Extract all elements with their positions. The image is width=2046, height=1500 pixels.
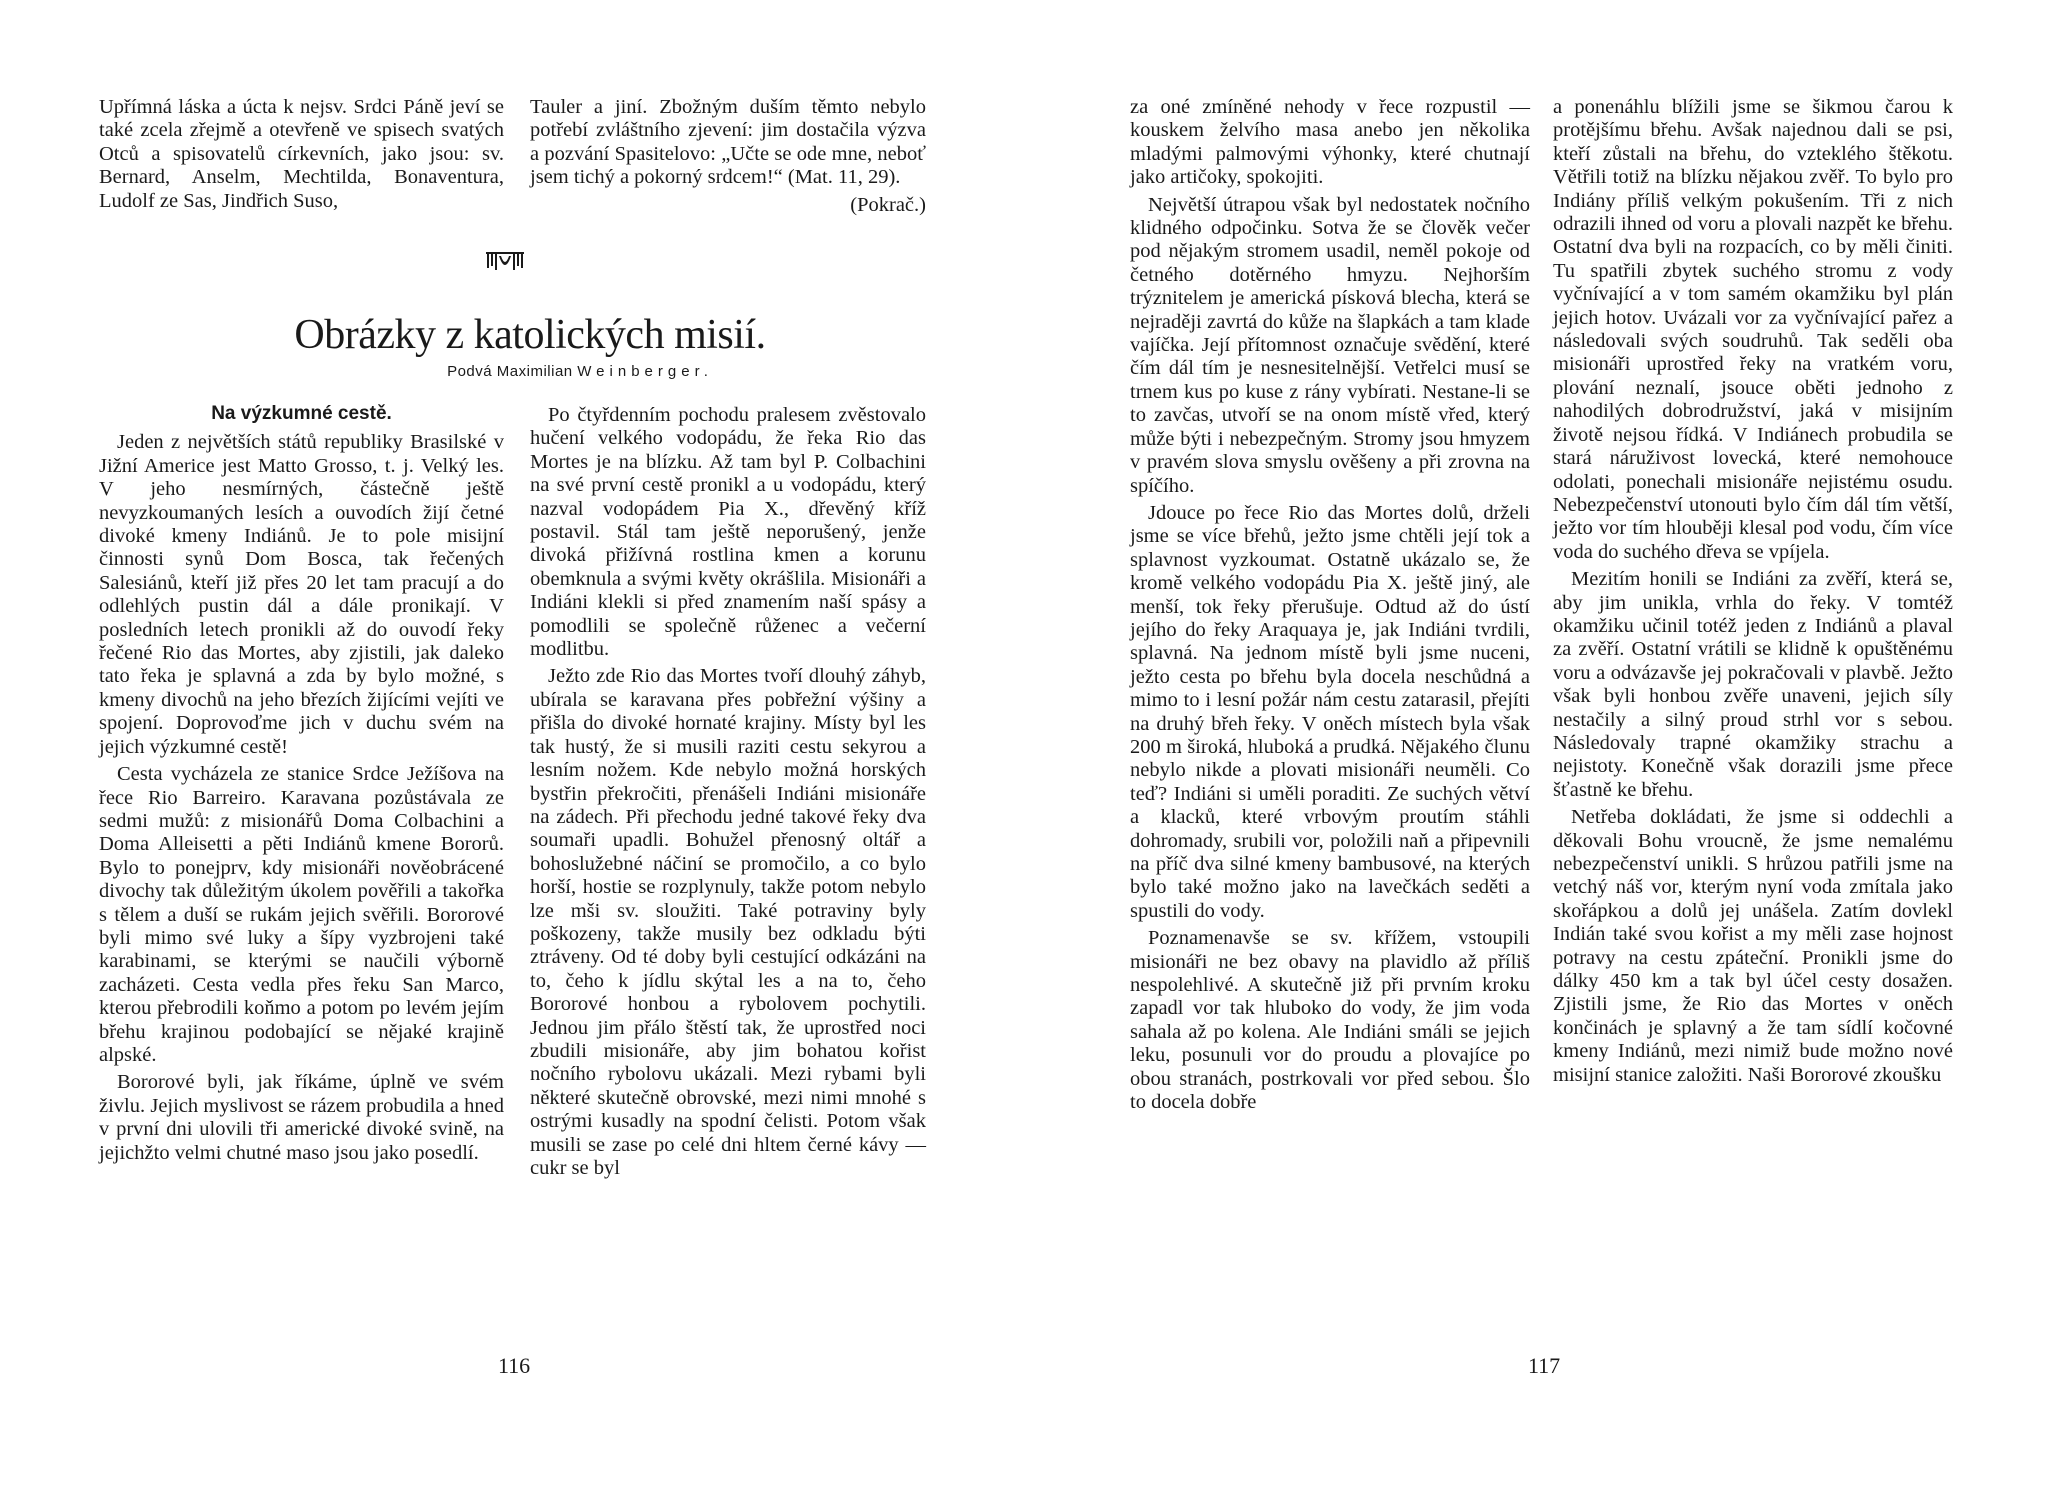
paragraph: Ježto zde Rio das Mortes tvoří dlouhý záhyb, ubírala se karavana přes pobřežní výšiny a přišla do divoké hornaté krajiny. Místy byl les tak hustý, že si musili raziti cestu sekyrou a lesním nožem. Kde nebylo možná horských bystřin překročiti, přenášeli Indiáni misionáře na zádech. Při přechodu jedné takové řeky dva soumaři upadli. Bohužel přenosný oltář a bohoslužebné náčiní se promočilo, a co bylo horší, hostie se rozplynuly, takže potom nebylo lze mši sv. sloužiti. Také potraviny byly poškozeny, takže musily bez odkladu býti ztráveny. Od té doby byli cestující odkázáni na to, čeho k jídlu skýtal les a na to, čeho Bororové honbou a rybolovem pochytili. Jednou jim přálo štěstí tak, že uprostřed noci zbudili misionáře, aby jim bohatou kořist nočního rybolovu ukázali. Mezi rybami byli některé skutečně obrovské, mezi nimi mnohé s ostrými kusadly na spodní čelisti. Potom však musili se zase po celé dni hltem černé kávy — cukr se byl <box>530 665 926 1179</box>
paragraph: Poznamenavše se sv. křížem, vstoupili misionáři ne bez obavy na plavidlo až příliš nespolehlivé. A skutečně již při prvním kroku zapadl vor tak hluboko do vody, že jim voda sahala až po kolena. Ale Indiáni smáli se jejich leku, posunuli vor do proudu a plovajíce po obou stranách, postrkovali vor před sebou. Šlo to docela dobře <box>1130 927 1530 1114</box>
paragraph: Cesta vycházela ze stanice Srdce Ježíšova na řece Rio Barreiro. Karavana pozůstávala ze sedmi mužů: z misionářů Doma Colbachini a Doma Alleisetti a pěti Indiánů kmene Bororů. Bylo to ponejprv, kdy misionáři nověobrácené divochy tak důležitým úkolem pověřili a takořka s tělem a duší se rukám jejich svěřili. Bororové byli mimo své luky a šípy vyzbrojeni také karabinami, se kterými se naučili výborně zacházeti. Cesta vedla přes řeku San Marco, kterou přebrodili koňmo a potom po levém jejím břehu krajinou podobající se nějaké krajině alpské. <box>99 763 504 1066</box>
paragraph: Největší útrapou však byl nedostatek nočního klidného odpočinku. Sotva že se člověk večer pod nějakým stromem usadil, neměl pokoje od četného dotěrného hmyzu. Nejhorším trýznitelem je americká písková blecha, která se nejraději zavrtá do kůže na šlapkách a tam klade vajíčka. Její přítomnost označuje svědění, které čím dál tím je nesnesitelnější. Vetřelci musí se trnem kus po kuse z rány vybírati. Nestane-li se to zavčas, utvoří se na onom místě vřed, který může býti i nebezpečným. Stromy jsou hmyzem v pravém slova smyslu ověšeny a při zrovna na spíčího. <box>1130 193 1530 497</box>
article-column-4 <box>1553 96 1953 1087</box>
continued-note: (Pokrač.) <box>850 193 926 216</box>
page-number: 117 <box>1528 1353 1561 1378</box>
paragraph: Jdouce po řece Rio das Mortes dolů, drželi jsme se více břehů, ježto jsme chtěli její tok a splavnost vyzkoumat. Ostatně ukázalo se, že kromě velkého vodopádu Pia X. ještě jiný, ale menší, tok řeky přerušuje. Odtud až do ústí jejího do řeky Araquaya je, jak Indiáni tvrdili, splavná. Na jednom místě byli jsme nuceni, ježto cesta po břehu byla docela neschůdná a mimo to i lesní požár nám cestu zatarasil, přejíti na druhý břeh řeky. V oněch místech byla však 200 m široká, hluboká a prudká. Nějakého člunu nebylo nikde a plovati misionáři neuměli. Co teď? Indiáni si uměli poraditi. Ze suchých větví a klacků, které vrbovým proutím stáhli dohromady, srubili vor, položili naň a připevnili na příč dva silné kmeny bambusové, na kterých bylo také možno jako na lavečkách seděti a spustili do vody. <box>1130 501 1530 922</box>
paragraph: Po čtyřdenním pochodu pralesem zvěstovalo hučení velkého vodopádu, že řeka Rio das Mortes je na blízku. Až tam byl P. Colbachini na své první cestě pronikl a u vodopádu, který nazval vodopádem Pia X., dřevěný kříž postavil. Stál tam ještě neporušený, jenže divoká přižívná rostlina kmen a korunu obemknula a svými květy okrášlila. Misionáři a Indiáni klekli si před znamením naší spásy a pomodlili se společně růženec a večerní modlitbu. <box>530 404 926 661</box>
article-byline <box>320 363 840 380</box>
article-subheading: Na výzkumné cestě. <box>211 403 392 424</box>
paragraph: Netřeba dokládati, že jsme si oddechli a děkovali Bohu vroucně, že jsme nemalému nebezpečenství unikli. S hrůzou patřili jsme na vetchý náš vor, kterým nyní voda zmítala jako skořápkou a dolů jej unášela. Zatím dovlekl Indián také svou kořist a my měli zase hojnost potravy na cestu zpáteční. Pronikli jsme do dálky 450 km a tak byl účel cesty dosažen. Zjistili jsme, že Rio das Mortes v oněch končinách je splavný a že tam sídlí kočovné kmeny Indiánů, mezi nimiž bude možno nové misijní stanice založiti. Naši Bororové zkoušku <box>1553 806 1953 1086</box>
ornament-icon <box>485 250 525 276</box>
article-title: Obrázky z katolických misií. <box>294 312 766 358</box>
previous-article-column-2 <box>530 96 926 217</box>
previous-article-text-1: Upřímná láska a úcta k nejsv. Srdci Páně jeví se také zcela zřejmě a otevřeně ve spisech svatých Otců a spisovatelů církevních, jako jsou: sv. Bernard, Anselm, Mechtilda, Bonaventura, Ludolf ze Sas, Jindřich Suso, <box>99 96 504 212</box>
article-column-3 <box>1130 96 1530 1114</box>
paragraph: za oné zmíněné nehody v řece rozpustil — kouskem želvího masa anebo jen několika mladými palmovými výhonky, které chutnají jako artičoky, spokojiti. <box>1130 96 1530 189</box>
page-number: 116 <box>498 1353 531 1378</box>
byline-prefix: Podvá Maximilian <box>447 363 573 380</box>
previous-article-column-1 <box>99 96 504 213</box>
paragraph: a ponenáhlu blížili jsme se šikmou čarou k protějšímu břehu. Avšak najednou dali se psi, kteří zůstali na břehu, do vzteklého štěkotu. Větřili totiž na blízku nějakou zvěř. To bylo pro Indiány příliš velkým pokušením. Tři z nich odrazili ihned od voru a plovali nazpět ke břehu. Ostatní dva byli na rozpacích, co by měli činiti. Tu spatřili zbytek suchého stromu z vody vyčnívající a v tom samém okamžiku byl plán jejich hotov. Uvázali vor za vyčnívající pařez a následovali svých soudruhů. Tak seděli oba misionáři uprostřed řeky na vratkém voru, plování neznalí, jsouce oběti jednoho z nahodilých dobrodružství, jaká v misijním životě nejsou řídká. V Indiánech probudila se stará náruživost lovecká, které nemohouce odolati, ponechali misionáře nejistému osudu. Nebezpečenství utonouti bylo čím dál tím větší, ježto vor tím hlouběji klesal pod vodu, čím více voda do suchého dřeva se vpíjela. <box>1553 96 1953 563</box>
paragraph: Mezitím honili se Indiáni za zvěří, která se, aby jim unikla, vrhla do řeky. V tomtéž okamžiku učinil totéž jeden z Indiánů a plaval za zvěří. Ostatní vrátili se klidně k opuštěnému voru a odvázavše jej pokračovali v plavbě. Ježto však byli honbou zvěře unaveni, jejich síly nestačily a silný proud strhl vor s sebou. Následovaly trapné okamžiky strachu a nejistoty. Konečně však dorazili jsme přece šťastně ke břehu. <box>1553 568 1953 801</box>
previous-article-text-2: Tauler a jiní. Zbožným duším těmto nebylo potřebí zvláštního zjevení: jim dostačila výzva a pozvání Spasitelovo: „Učte se ode mne, neboť jsem tichý a pokorný srdcem!“ (Mat. 11, 29). <box>530 96 926 189</box>
paragraph: Bororové byli, jak říkáme, úplně ve svém živlu. Jejich myslivost se rázem probudila a hned v první dni ulovili tři americké divoké svině, na jejichžto velmi chutné maso jsou jako posedlí. <box>99 1071 504 1164</box>
article-column-1 <box>99 402 504 1165</box>
paragraph: Jeden z největších států republiky Brasilské v Jižní Americe jest Matto Grosso, t. j. Velký les. V jeho nesmírných, částečně ještě nevyzkoumaných lesích a ouvodích žijí četné divoké kmeny Indiánů. Je to pole misijní činnosti synů Dom Bosca, tak řečených Salesiánů, kteří již přes 20 let tam pracují a do odlehlých pustin dál a dále pronikají. V posledních letech pronikli až do ouvodí řeky řečené Rio das Mortes, aby zjistili, jak daleko tato řeka je splavná a zda by bylo možné, s kmeny divochů na jeho březích žijícími vejíti ve spojení. Doprovoďme jich v duchu svém na jejich výzkumné cestě! <box>99 431 504 758</box>
byline-author: Weinberger. <box>577 363 713 380</box>
article-column-2 <box>530 404 926 1180</box>
right-page <box>1023 0 2046 1500</box>
